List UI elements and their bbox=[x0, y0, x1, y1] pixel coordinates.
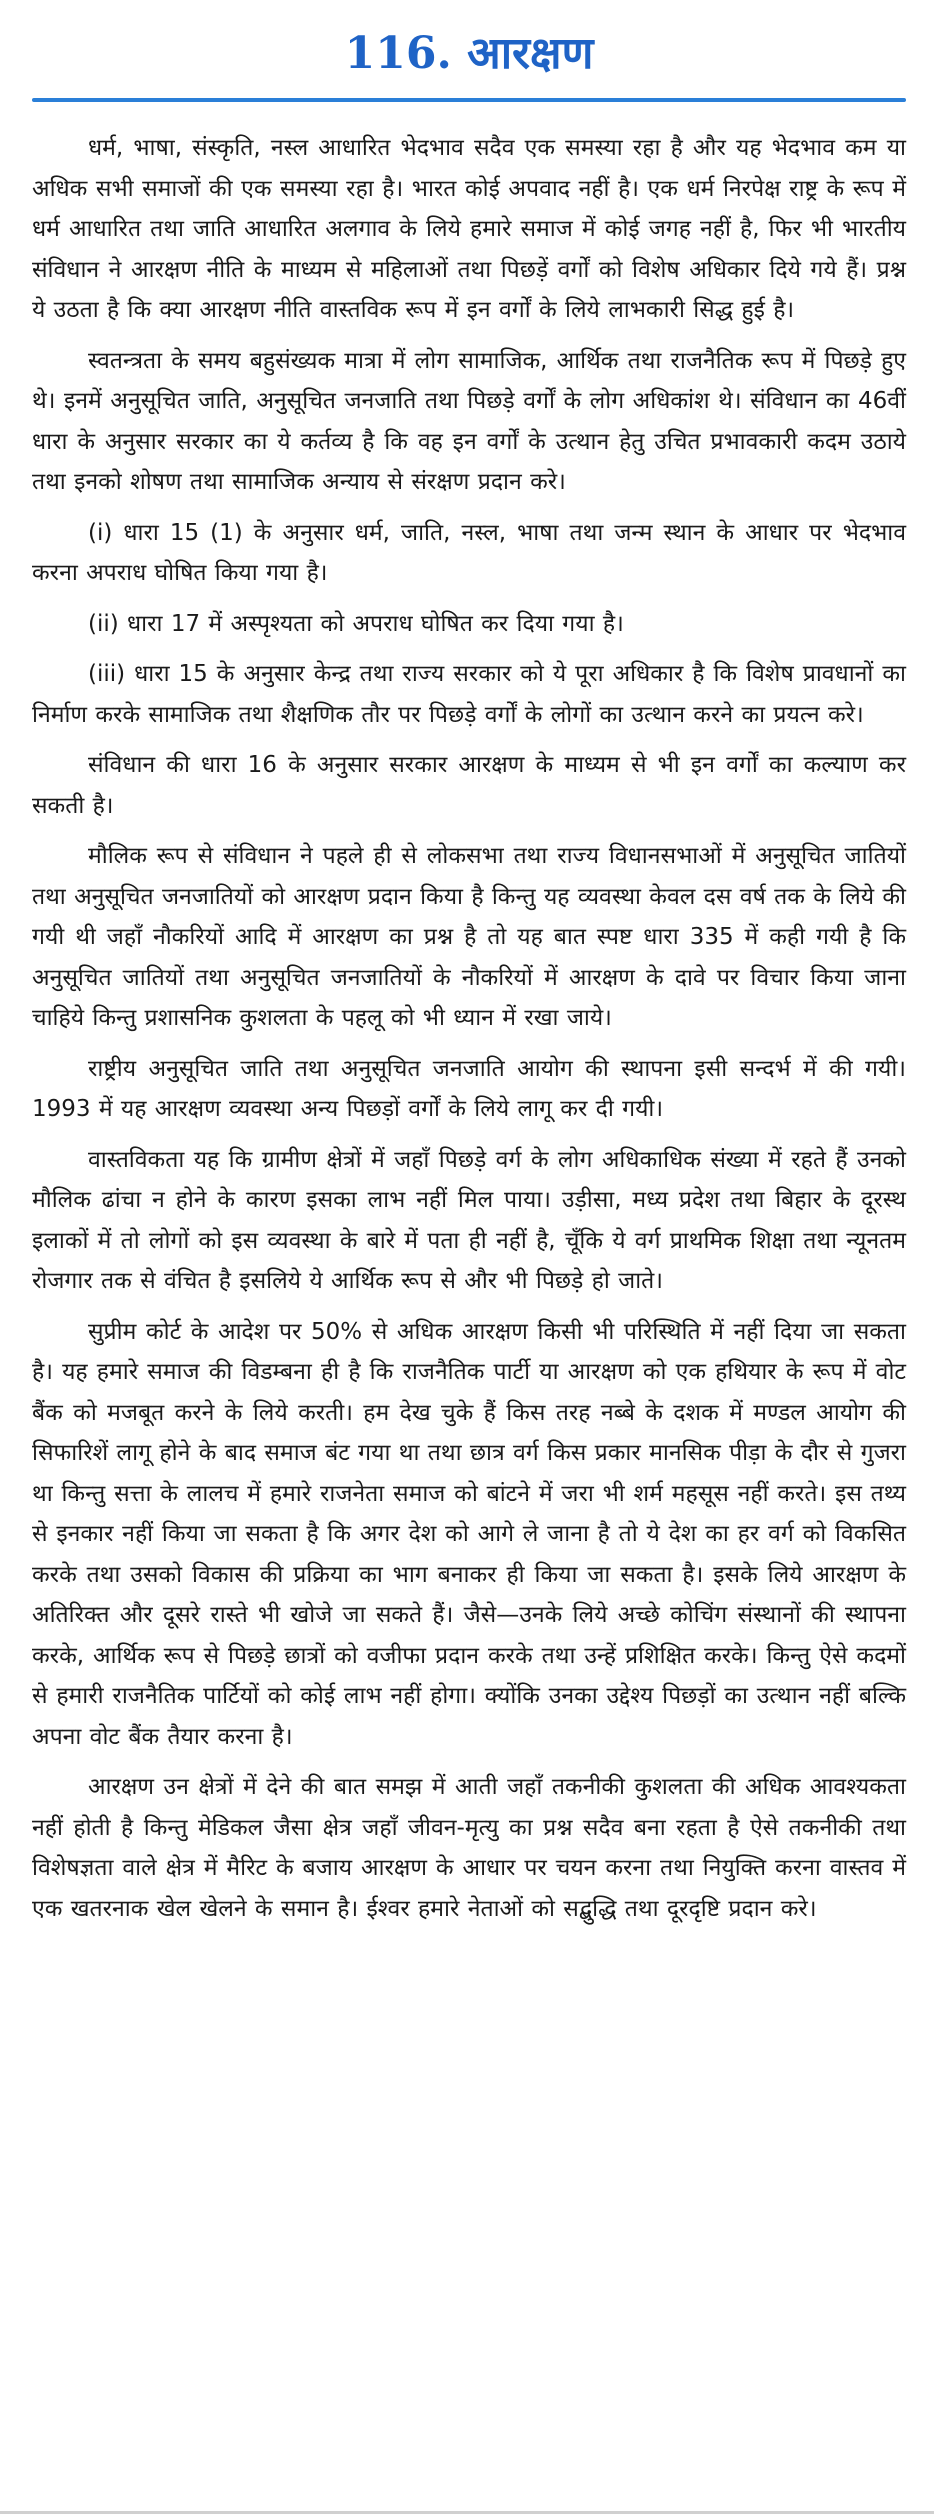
paragraph-supreme-court: सुप्रीम कोर्ट के आदेश पर 50% से अधिक आरक्षण किसी भी परिस्थिति में नहीं दिया जा सकता है। यह हमारे समाज की विडम्बना ही है कि राजनैतिक पार्टी या आरक्षण को एक हथियार के रूप में वोट बैंक को मजबूत करने के लिये करती। हम देख चुके हैं किस तरह नब्बे के दशक में मण्डल आयोग की सिफारिशें लागू होने के बाद समाज बंट गया था तथा छात्र वर्ग किस प्रकार मानसिक पीड़ा के दौर से गुजरा था किन्तु सत्ता के लालच में हमारे राजनेता समाज को बांटने में जरा भी शर्म महसूस नहीं करते। इस तथ्य से इनकार नहीं किया जा सकता है कि अगर देश को आगे ले जाना है तो ये देश का हर वर्ग को विकसित करके तथा उसको विकास की प्रक्रिया का भाग बनाकर ही किया जा सकता है। इसके लिये आरक्षण के अतिरिक्त और दूसरे रास्ते भी खोजे जा सकते हैं। जैसे—उनके लिये अच्छे कोचिंग संस्थानों की स्थापना करके, आर्थिक रूप से पिछड़े छात्रों को वजीफा प्रदान करके तथा उन्हें प्रशिक्षित करके। किन्तु ऐसे कदमों से हमारी राजनैतिक पार्टियों को कोई लाभ नहीं होगा। क्योंकि उनका उद्देश्य पिछड़ों का उत्थान नहीं बल्कि अपना वोट बैंक तैयार करना है। bbox=[32, 1318, 906, 1750]
title-underline bbox=[32, 98, 906, 102]
page-title: 116. आरक्षण bbox=[344, 28, 594, 79]
paragraph-conclusion: आरक्षण उन क्षेत्रों में देने की बात समझ में आती जहाँ तकनीकी कुशलता की अधिक आवश्यकता नहीं होती है किन्तु मेडिकल जैसा क्षेत्र जहाँ जीवन-मृत्यु का प्रश्न सदैव बना रहता है ऐसे तकनीकी तथा विशेषज्ञता वाले क्षेत्र में मैरिट के बजाय आरक्षण के आधार पर चयन करना तथा नियुक्ति करना वास्तव में एक खतरनाक खेल खेलने के समान है। ईश्वर हमारे नेताओं को सद्बुद्धि तथा दूरदृष्टि प्रदान करे। bbox=[32, 1774, 906, 1922]
paragraph-article-16: संविधान की धारा 16 के अनुसार सरकार आरक्षण के माध्यम से भी इन वर्गों का कल्याण कर सकती है। bbox=[32, 752, 906, 819]
point-article-15: (iii) धारा 15 के अनुसार केन्द्र तथा राज्य सरकार को ये पूरा अधिकार है कि विशेष प्रावधानों का निर्माण करके सामाजिक तथा शैक्षणिक तौर पर पिछड़े वर्गों के लोगों का उत्थान करने का प्रयत्न करे। bbox=[32, 661, 906, 728]
paragraph-intro: धर्म, भाषा, संस्कृति, नस्ल आधारित भेदभाव सदैव एक समस्या रहा है और यह भेदभाव कम या अधिक सभी समाजों की एक समस्या रहा है। भारत कोई अपवाद नहीं है। एक धर्म निरपेक्ष राष्ट्र के रूप में धर्म आधारित तथा जाति आधारित अलगाव के लिये हमारे समाज में कोई जगह नहीं है, फिर भी भारतीय संविधान ने आरक्षण नीति के माध्यम से महिलाओं तथा पिछड़ें वर्गों को विशेष अधिकार दिये गये हैं। प्रश्न ये उठता है कि क्या आरक्षण नीति वास्तविक रूप में इन वर्गों के लिये लाभकारी सिद्ध हुई है। bbox=[32, 135, 906, 323]
point-article-17: (ii) धारा 17 में अस्पृश्यता को अपराध घोषित कर दिया गया है। bbox=[88, 610, 624, 637]
paragraph-independence: स्वतन्त्रता के समय बहुसंख्यक मात्रा में लोग सामाजिक, आर्थिक तथा राजनैतिक रूप में पिछड़े हुए थे। इनमें अनुसूचित जाति, अनुसूचित जनजाति तथा पिछड़े वर्गों के लोग अधिकांश थे। संविधान का 46वीं धारा के अनुसार सरकार का ये कर्तव्य है कि वह इन वर्गों के उत्थान हेतु उचित प्रभावकारी कदम उठाये तथा इनको शोषण तथा सामाजिक अन्याय से संरक्षण प्रदान करे। bbox=[32, 347, 906, 495]
paragraph-commission: राष्ट्रीय अनुसूचित जाति तथा अनुसूचित जनजाति आयोग की स्थापना इसी सन्दर्भ में की गयी। 1993 में यह आरक्षण व्यवस्था अन्य पिछड़ों वर्गों के लिये लागू कर दी गयी। bbox=[32, 1055, 906, 1122]
paragraph-fundamental: मौलिक रूप से संविधान ने पहले ही से लोकसभा तथा राज्य विधानसभाओं में अनुसूचित जातियों तथा अनुसूचित जनजातियों को आरक्षण प्रदान किया है किन्तु यह व्यवस्था केवल दस वर्ष तक के लिये की गयी थी जहाँ नौकरियों आदि में आरक्षण का प्रश्न है तो यह बात स्पष्ट धारा 335 में कही गयी है कि अनुसूचित जातियों तथा अनुसूचित जनजातियों के नौकरियों में आरक्षण के दावे पर विचार किया जाना चाहिये किन्तु प्रशासनिक कुशलता के पहलू को भी ध्यान में रखा जाये। bbox=[32, 843, 906, 1031]
point-article-15-1: (i) धारा 15 (1) के अनुसार धर्म, जाति, नस्ल, भाषा तथा जन्म स्थान के आधार पर भेदभाव करना अपराध घोषित किया गया है। bbox=[32, 519, 906, 586]
essay-body bbox=[32, 128, 906, 1929]
paragraph-reality: वास्तविकता यह कि ग्रामीण क्षेत्रों में जहाँ पिछड़े वर्ग के लोग अधिकाधिक संख्या में रहते हैं उनको मौलिक ढांचा न होने के कारण इसका लाभ नहीं मिल पाया। उड़ीसा, मध्य प्रदेश तथा बिहार के दूरस्थ इलाकों में तो लोगों को इस व्यवस्था के बारे में पता ही नहीं है, चूँकि ये वर्ग प्राथमिक शिक्षा तथा न्यूनतम रोजगार तक से वंचित है इसलिये ये आर्थिक रूप से और भी पिछड़े हो जाते। bbox=[32, 1146, 906, 1294]
